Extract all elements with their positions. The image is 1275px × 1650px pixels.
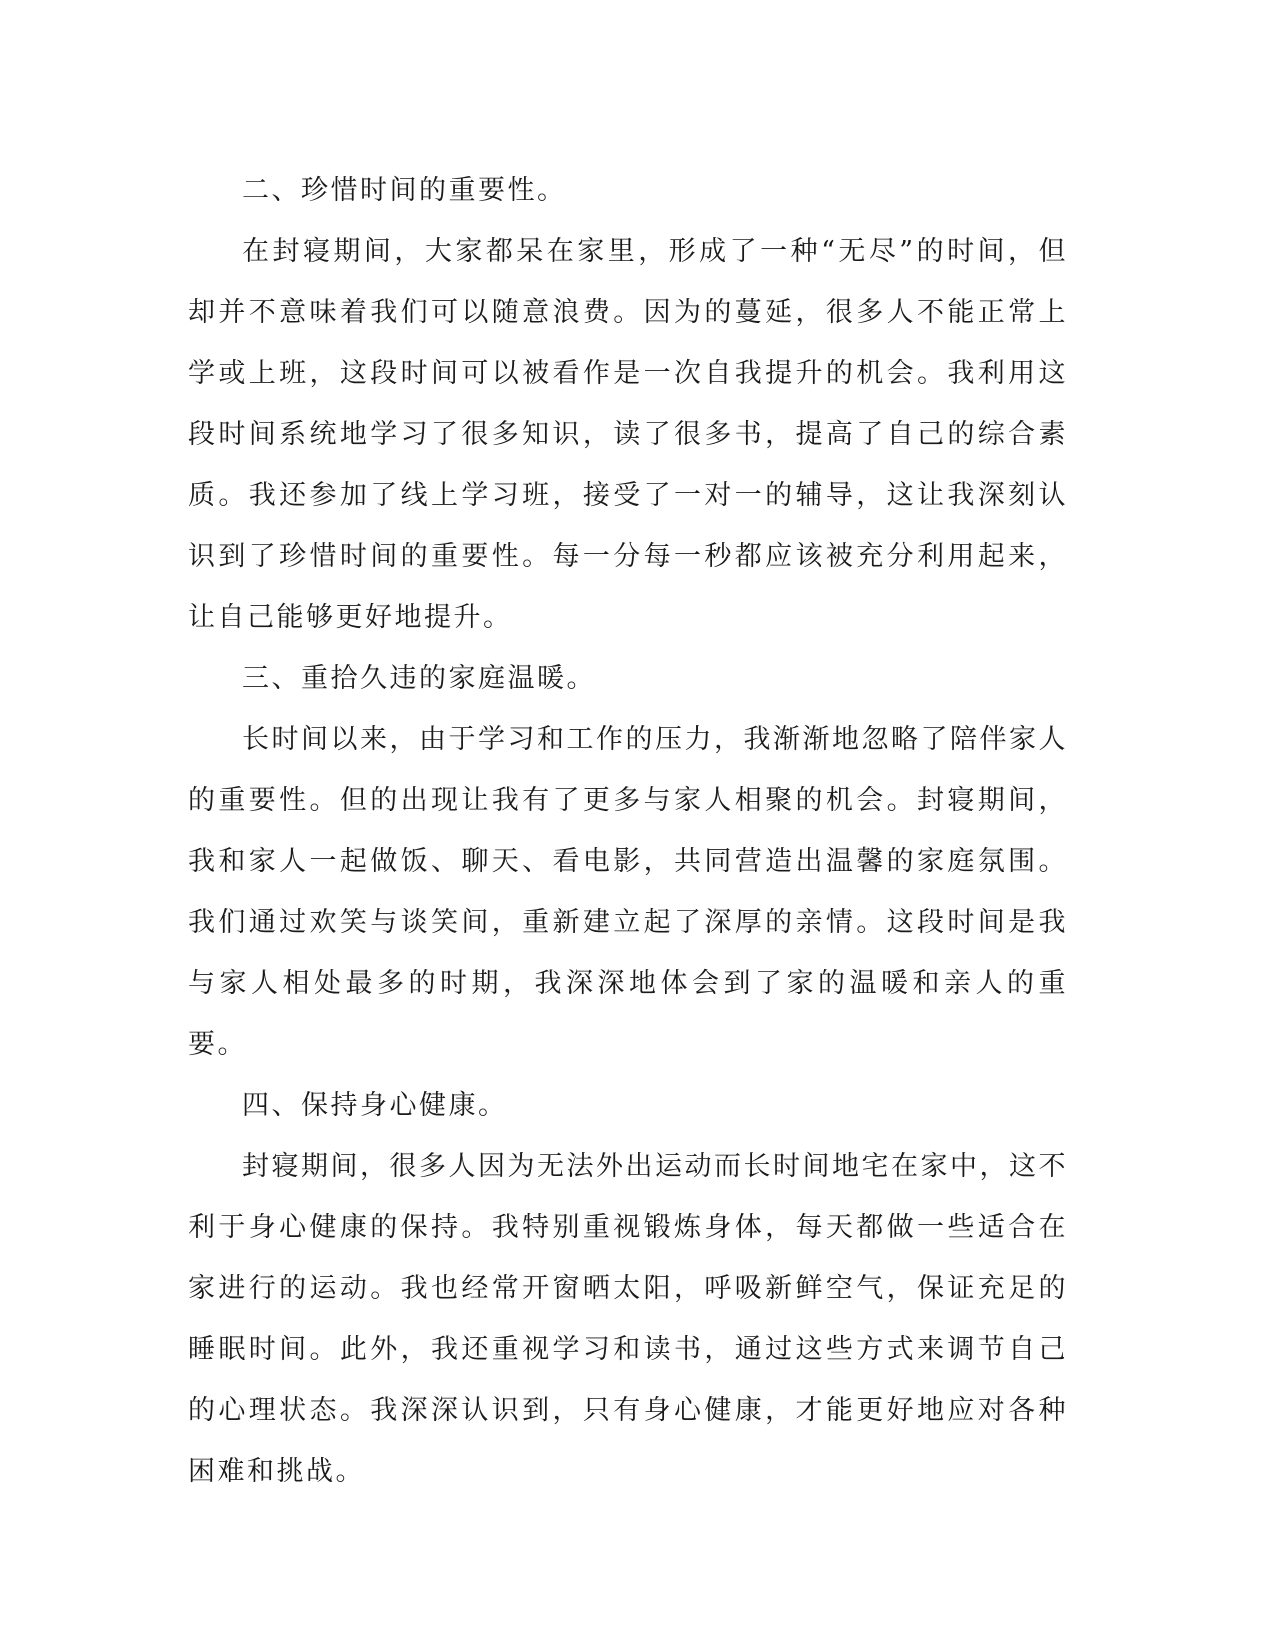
section-heading-2: 二、珍惜时间的重要性。: [242, 175, 567, 206]
paragraph-family-warmth: 长时间以来，由于学习和工作的压力，我渐渐地忽略了陪伴家人的重要性。但的出现让我有了更多与家人相聚的机会。封寝期间，我和家人一起做饭、聊天、看电影，共同营造出温馨的家庭氛围。我们通过欢笑与谈笑间，重新建立起了深厚的亲情。这段时间是我与家人相处最多的时期，我深深地体会到了家的温暖和亲人的重要。: [188, 724, 1068, 1060]
paragraph-health: 封寝期间，很多人因为无法外出运动而长时间地宅在家中，这不利于身心健康的保持。我特别重视锻炼身体，每天都做一些适合在家进行的运动。我也经常开窗晒太阳，呼吸新鲜空气，保证充足的睡眠时间。此外，我还重视学习和读书，通过这些方式来调节自己的心理状态。我深深认识到，只有身心健康，才能更好地应对各种困难和挑战。: [188, 1151, 1068, 1487]
paragraph-cherish-time: 在封寝期间，大家都呆在家里，形成了一种“无尽”的时间，但却并不意味着我们可以随意浪费。因为的蔓延，很多人不能正常上学或上班，这段时间可以被看作是一次自我提升的机会。我利用这段时间系统地学习了很多知识，读了很多书，提高了自己的综合素质。我还参加了线上学习班，接受了一对一的辅导，这让我深刻认识到了珍惜时间的重要性。每一分每一秒都应该被充分利用起来，让自己能够更好地提升。: [188, 236, 1068, 633]
section-heading-3: 三、重拾久违的家庭温暖。: [242, 663, 596, 694]
document-body: [188, 160, 1068, 1502]
section-heading-4: 四、保持身心健康。: [242, 1090, 508, 1121]
